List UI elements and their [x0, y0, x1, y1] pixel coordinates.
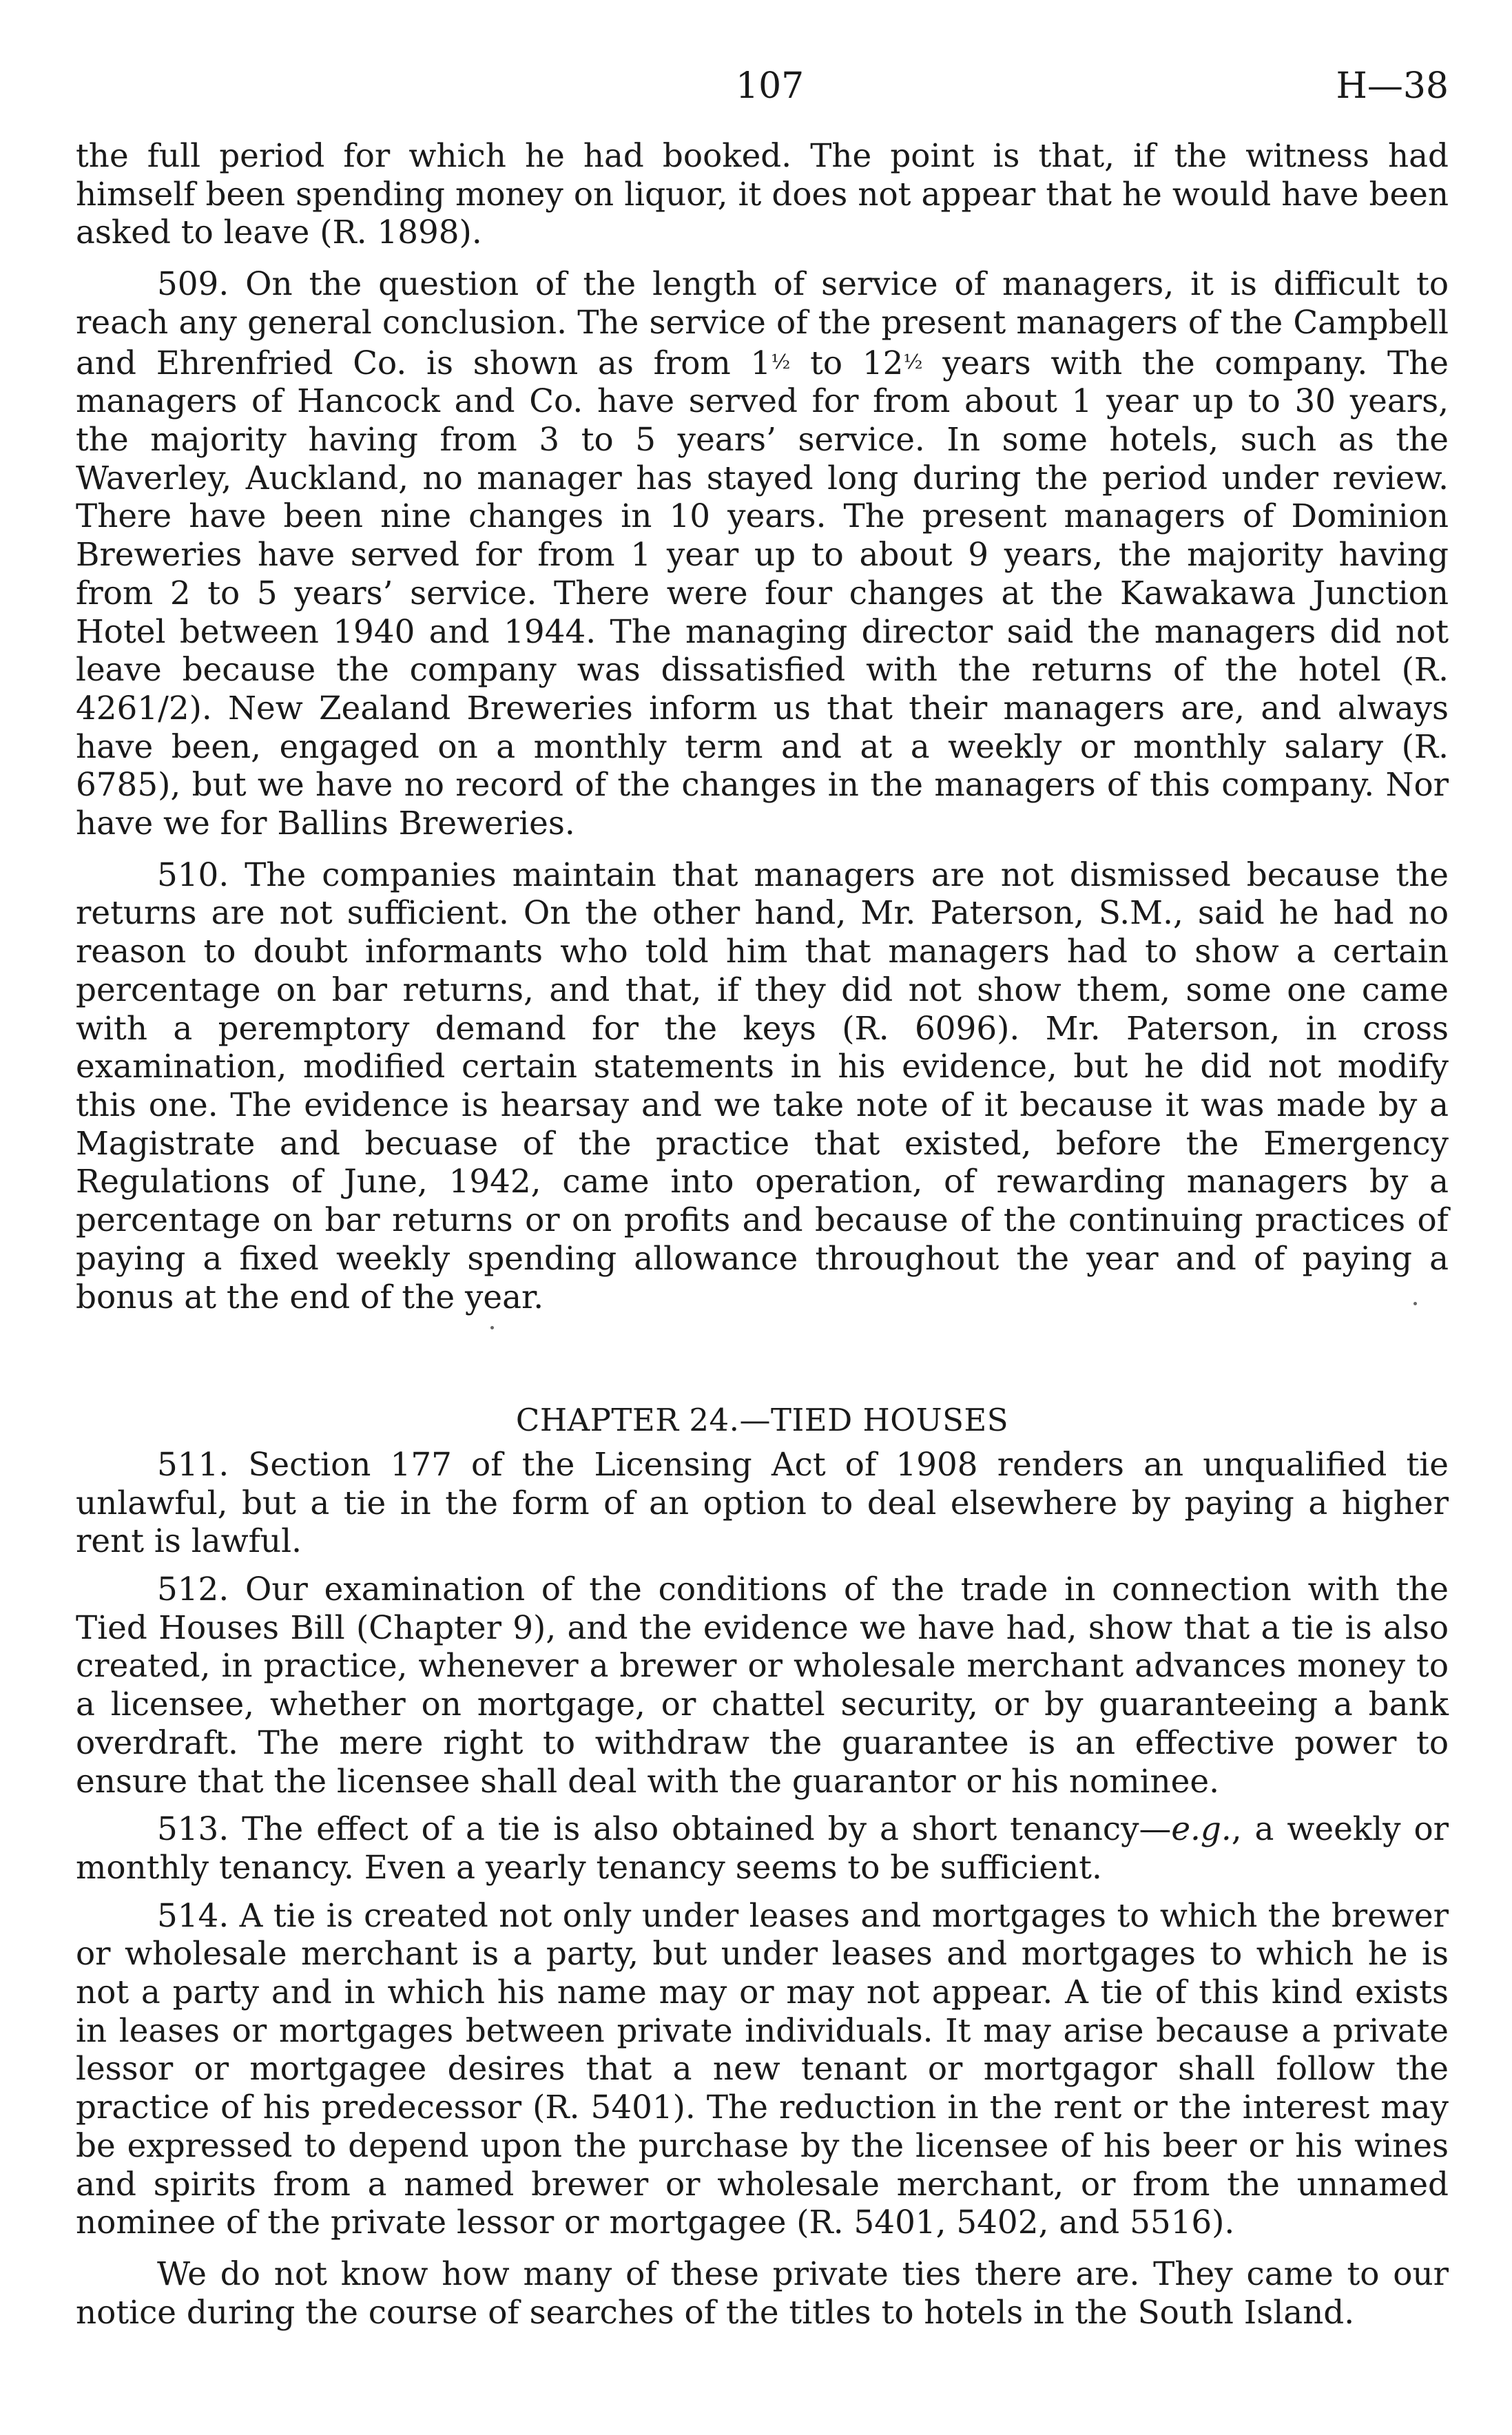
paragraph-continued: the full period for which he had booked. The point is that, if the witness had himself been spending money on liquor, it does not appear that he would have been asked to leave (R. 1898). [76, 138, 1449, 252]
paragraph-509-part-1: 509. On the question of the length of service of managers, it is difficult to reach any general conclusion. The service of the present managers of the Campbell and Ehrenfried Co. is shown as from 1 [76, 266, 1449, 382]
paragraph-final: We do not know how many of these private ties there are. They came to our notice during the course of searches of the titles to hotels in the South Island. [76, 2255, 1449, 2332]
paragraph-510: 510. The companies maintain that managers are not dismissed because the returns are not sufficient. On the other hand, Mr. Paterson, S.M., said he had no reason to doubt informants who told him that managers had to show a certain percentage on bar returns, and that, if they did not show them, some one came with a peremptory demand for the keys (R. 6096). Mr. Paterson, in cross examination, modified certain statements in his evidence, but he did not modify this one. The evidence is hearsay and we take note of it because it was made by a Magistrate and becuase of the practice that existed, before the Emergency Regulations of June, 1942, came into operation, of rewarding managers by a percentage on bar returns or on profits and because of the continuing practices of paying a fixed weekly spending allowance throughout the year and of paying a bonus at the end of the year. [76, 856, 1449, 1316]
body-text [76, 138, 1449, 2332]
fraction-half: ½ [771, 349, 791, 373]
paragraph-513-emphasis: e.g. [1171, 1811, 1232, 1849]
document-code: H—38 [1336, 65, 1449, 107]
paragraph-509 [76, 266, 1449, 844]
paragraph-513-part-2: , a weekly or monthly tenancy. Even a yearly tenancy seems to be sufficient. [76, 1811, 1449, 1887]
paragraph-513 [76, 1811, 1449, 1887]
paragraph-509-part-3: years with the company. The managers of Hancock and Co. have served for from about 1 year up to 30 years, the majority having from 3 to 5 years’ service. In some hotels, such as the Waverley, Auckland, no manager has stayed long during the period under review. There have been nine changes in 10 years. The present managers of Dominion Breweries have served for from 1 year up to about 9 years, the majority having from 2 to 5 years’ service. There were four changes at the Kawakawa Junction Hotel between 1940 and 1944. The managing director said the managers did not leave because the company was dissatisfied with the returns of the hotel (R. 4261/2). New Zealand Breweries inform us that their managers are, and always have been, engaged on a monthly term and at a weekly or monthly salary (R. 6785), but we have no record of the changes in the managers of this company. Nor have we for Ballins Breweries. [76, 344, 1449, 843]
chapter-title: CHAPTER 24.—TIED HOUSES [515, 1402, 1009, 1439]
fraction-half: ½ [903, 349, 923, 373]
print-speck [1413, 1302, 1417, 1305]
paragraph-509-part-2: to 12 [790, 344, 904, 382]
paragraph-511: 511. Section 177 of the Licensing Act of 1908 renders an unqualified tie unlawful, but a tie in the form of an option to deal elsewhere by paying a higher rent is lawful. [76, 1446, 1449, 1561]
print-speck [490, 1326, 494, 1329]
paragraph-512: 512. Our examination of the conditions of the trade in connection with the Tied Houses Bill (Chapter 9), and the evidence we have had, show that a tie is also created, in practice, whenever a brewer or wholesale merchant advances money to a licensee, whether on mortgage, or chattel security, or by guaranteeing a bank overdraft. The mere right to withdraw the guarantee is an effective power to ensure that the licensee shall deal with the guarantor or his nominee. [76, 1571, 1449, 1801]
paragraph-514: 514. A tie is created not only under leases and mortgages to which the brewer or wholesale merchant is a party, but under leases and mortgages to which he is not a party and in which his name may or may not appear. A tie of this kind exists in leases or mortgages between private individuals. It may arise because a private lessor or mortgagee desires that a new tenant or mortgagor shall follow the practice of his predecessor (R. 5401). The reduction in the rent or the interest may be expressed to depend upon the purchase by the licensee of his beer or his wines and spirits from a named brewer or wholesale merchant, or from the unnamed nominee of the private lessor or mortgagee (R. 5401, 5402, and 5516). [76, 1897, 1449, 2242]
page-number: 107 [736, 65, 805, 107]
paragraph-513-part-1: 513. The effect of a tie is also obtained by a short tenancy— [157, 1811, 1172, 1849]
page-header [74, 65, 1449, 114]
